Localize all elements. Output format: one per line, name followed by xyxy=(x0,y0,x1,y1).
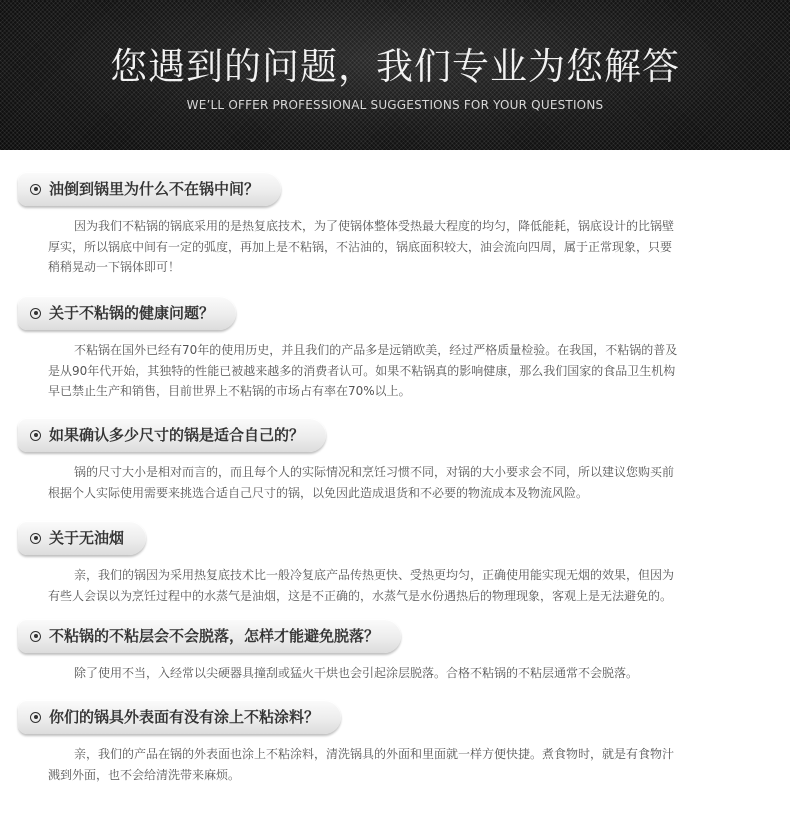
page-title: 您遇到的问题，我们专业为您解答 xyxy=(110,45,680,88)
header-banner xyxy=(0,0,790,150)
answer-line: 早已禁止生产和销售，目前世界上不粘锅的市场占有率在70%以上。 xyxy=(48,384,411,398)
question-tab xyxy=(18,296,236,330)
question-tab xyxy=(18,521,146,555)
answer-text xyxy=(48,216,738,278)
answer-line: 有些人会误以为烹饪过程中的水蒸气是油烟，这是不正确的，水蒸气是水份遇热后的物理现象，客观上是无法避免的。 xyxy=(48,588,673,603)
answer-line: 根据个人实际使用需要来挑选合适自己尺寸的锅，以免因此造成退货和不必要的物流成本及物流风险。 xyxy=(48,485,589,500)
question-text: 你们的锅具外表面有没有涂上不粘涂料？ xyxy=(49,708,320,726)
question-tab xyxy=(18,172,281,206)
answer-line: 亲，我们的产品在锅的外表面也涂上不粘涂料，清洗锅具的外面和里面就一样方便快捷。煮食物时，就是有食物汁 xyxy=(74,747,675,761)
question-text: 关于无油烟 xyxy=(49,529,125,547)
answer-text xyxy=(48,565,738,606)
bullet-circle-icon xyxy=(30,308,41,319)
answer-line: 是从90年代开始，其独特的性能已被越来越多的消费者认可。如果不粘锅真的影响健康，那么我们国家的食品卫生机构 xyxy=(48,363,676,378)
answer-text xyxy=(48,462,738,503)
answer-line: 不粘锅在国外已经有70年的使用历史，并且我们的产品多是远销欧美，经过严格质量检验。在我国，不粘锅的普及 xyxy=(74,343,678,357)
question-tab xyxy=(18,700,341,734)
question-tab xyxy=(18,619,401,653)
answer-line: 厚实，所以锅底中间有一定的弧度，再加上是不粘锅，不沾油的，锅底面积较大，油会流向四周，属于正常现象，只要 xyxy=(48,239,673,254)
question-tab xyxy=(18,418,326,452)
answer-text xyxy=(48,340,738,402)
question-text: 不粘锅的不粘层会不会脱落，怎样才能避免脱落？ xyxy=(49,627,380,645)
answer-line: 因为我们不粘锅的锅底采用的是热复底技术，为了使锅体整体受热最大程度的均匀，降低能耗，锅底设计的比锅壁 xyxy=(74,219,675,233)
bullet-circle-icon xyxy=(30,533,41,544)
answer-line: 溅到外面，也不会给清洗带来麻烦。 xyxy=(48,767,241,782)
answer-text xyxy=(48,744,738,785)
answer-line: 稍稍晃动一下锅体即可！ xyxy=(48,260,181,274)
bullet-circle-icon xyxy=(30,631,41,642)
bullet-circle-icon xyxy=(30,712,41,723)
question-text: 如果确认多少尺寸的锅是适合自己的？ xyxy=(49,426,305,444)
question-text: 关于不粘锅的健康问题？ xyxy=(49,304,215,322)
bullet-circle-icon xyxy=(30,430,41,441)
answer-line: 亲，我们的锅因为采用热复底技术比一般冷复底产品传热更快、受热更均匀，正确使用能实现无烟的效果，但因为 xyxy=(74,568,675,582)
answer-line: 除了使用不当，入经常以尖硬器具撞刮或猛火干烘也会引起涂层脱落。合格不粘锅的不粘层通常不会脱落。 xyxy=(74,666,639,680)
bullet-circle-icon xyxy=(30,184,41,195)
question-text: 油倒到锅里为什么不在锅中间？ xyxy=(49,180,260,198)
answer-text xyxy=(48,663,738,684)
page-subtitle: WE’LL OFFER PROFESSIONAL SUGGESTIONS FOR YOUR QUESTIONS xyxy=(186,98,604,112)
answer-line: 锅的尺寸大小是相对而言的，而且每个人的实际情况和烹饪习惯不同，对锅的大小要求会不同，所以建议您购买前 xyxy=(74,465,675,479)
